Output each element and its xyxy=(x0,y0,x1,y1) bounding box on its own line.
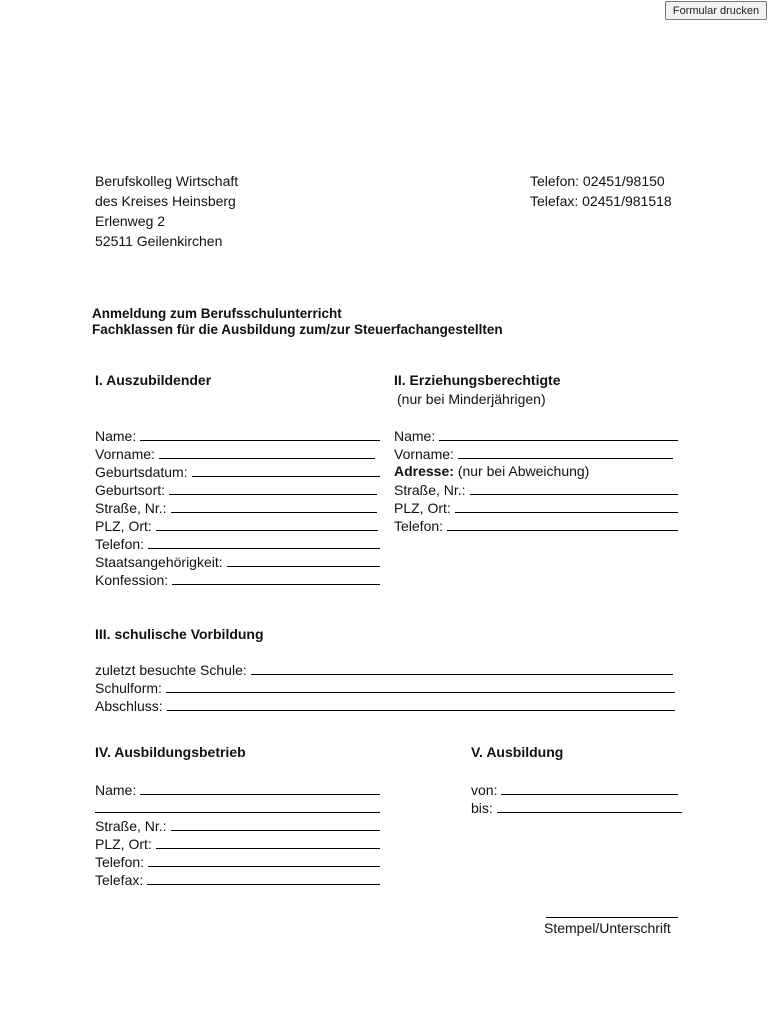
field-parent-telefon[interactable] xyxy=(394,517,678,535)
input-line[interactable] xyxy=(140,781,380,795)
school-address xyxy=(95,171,238,251)
field-ausbildung-bis[interactable] xyxy=(471,799,682,817)
section5-fields xyxy=(471,781,682,817)
input-line[interactable] xyxy=(497,799,682,813)
section5-heading: V. Ausbildung xyxy=(471,744,564,760)
section4-heading: IV. Ausbildungsbetrieb xyxy=(95,744,246,760)
field-azubi-staatsangehoerigkeit[interactable] xyxy=(95,553,380,571)
field-betrieb-name[interactable] xyxy=(95,781,380,799)
input-line[interactable] xyxy=(227,553,380,567)
field-schulform[interactable] xyxy=(95,679,675,697)
field-parent-strasse[interactable] xyxy=(394,481,678,499)
field-betrieb-telefax[interactable] xyxy=(95,871,380,889)
school-name-line2: des Kreises Heinsberg xyxy=(95,193,236,209)
field-azubi-geburtsort[interactable] xyxy=(95,481,380,499)
field-ausbildung-von[interactable] xyxy=(471,781,682,799)
input-line[interactable] xyxy=(147,871,380,885)
field-betrieb-name-2[interactable] xyxy=(95,799,380,817)
section2-subheading: (nur bei Minderjährigen) xyxy=(397,391,546,407)
input-line[interactable] xyxy=(167,697,675,711)
input-line[interactable] xyxy=(148,535,380,549)
field-azubi-name[interactable] xyxy=(95,427,380,445)
field-label: Geburtsort: xyxy=(95,482,166,498)
input-line[interactable] xyxy=(447,517,678,531)
field-azubi-konfession[interactable] xyxy=(95,571,380,589)
input-line[interactable] xyxy=(458,445,673,459)
school-street: Erlenweg 2 xyxy=(95,213,166,229)
input-line[interactable] xyxy=(95,799,380,813)
section1-fields xyxy=(95,427,380,589)
address-note: (nur bei Abweichung) xyxy=(457,463,590,479)
input-line[interactable] xyxy=(192,463,380,477)
field-abschluss[interactable] xyxy=(95,697,675,715)
field-label: Konfession: xyxy=(95,572,169,588)
school-fax: Telefax: 02451/981518 xyxy=(530,193,672,209)
input-line[interactable] xyxy=(156,835,380,849)
input-line[interactable] xyxy=(501,781,678,795)
address-label: Adresse: xyxy=(394,463,454,479)
field-label: zuletzt besuchte Schule: xyxy=(95,662,247,678)
input-line[interactable] xyxy=(439,427,678,441)
print-form-button[interactable]: Formular drucken xyxy=(665,1,767,20)
section3-fields xyxy=(95,661,675,715)
field-label: Telefon: xyxy=(394,518,444,534)
field-azubi-strasse[interactable] xyxy=(95,499,380,517)
field-betrieb-strasse[interactable] xyxy=(95,817,380,835)
input-line[interactable] xyxy=(172,571,380,585)
field-label: Geburtsdatum: xyxy=(95,464,188,480)
school-phone: Telefon: 02451/98150 xyxy=(530,173,665,189)
field-label: Telefax: xyxy=(95,872,144,888)
field-label: Straße, Nr.: xyxy=(95,500,167,516)
section2-heading: II. Erziehungsberechtigte xyxy=(394,372,561,388)
field-label: Straße, Nr.: xyxy=(394,482,466,498)
field-label: Abschluss: xyxy=(95,698,163,714)
input-line[interactable] xyxy=(166,679,675,693)
input-line[interactable] xyxy=(140,427,380,441)
input-line[interactable] xyxy=(171,817,380,831)
form-title-line2: Fachklassen für die Ausbildung zum/zur Steuerfachangestellten xyxy=(92,322,503,337)
field-parent-vorname[interactable] xyxy=(394,445,678,463)
field-parent-adresse xyxy=(394,463,678,481)
section4-fields xyxy=(95,781,380,889)
field-label: PLZ, Ort: xyxy=(95,518,152,534)
field-label: Vorname: xyxy=(394,446,454,462)
input-line[interactable] xyxy=(171,499,377,513)
school-city: 52511 Geilenkirchen xyxy=(95,233,223,249)
form-title-line1: Anmeldung zum Berufsschulunterricht xyxy=(92,306,342,321)
field-azubi-geburtsdatum[interactable] xyxy=(95,463,380,481)
input-line[interactable] xyxy=(156,517,378,531)
input-line[interactable] xyxy=(455,499,678,513)
input-line[interactable] xyxy=(470,481,678,495)
field-betrieb-plz[interactable] xyxy=(95,835,380,853)
signature-label: Stempel/Unterschrift xyxy=(544,920,671,936)
field-azubi-plz[interactable] xyxy=(95,517,380,535)
field-label: Telefon: xyxy=(95,854,145,870)
field-label: Schulform: xyxy=(95,680,162,696)
field-label: PLZ, Ort: xyxy=(394,500,451,516)
field-betrieb-telefon[interactable] xyxy=(95,853,380,871)
section3-heading: III. schulische Vorbildung xyxy=(95,626,264,642)
field-label: Name: xyxy=(394,428,436,444)
field-parent-plz[interactable] xyxy=(394,499,678,517)
field-parent-name[interactable] xyxy=(394,427,678,445)
field-label: Telefon: xyxy=(95,536,145,552)
field-label: von: xyxy=(471,782,498,798)
field-label: bis: xyxy=(471,800,493,816)
field-label: Staatsangehörigkeit: xyxy=(95,554,223,570)
form-title xyxy=(92,306,503,338)
signature-line[interactable] xyxy=(546,917,678,918)
section1-heading: I. Auszubildender xyxy=(95,372,212,388)
input-line[interactable] xyxy=(159,445,375,459)
school-contact xyxy=(530,171,672,211)
field-azubi-vorname[interactable] xyxy=(95,445,380,463)
field-label: Vorname: xyxy=(95,446,155,462)
field-label: Name: xyxy=(95,782,137,798)
field-label: Straße, Nr.: xyxy=(95,818,167,834)
field-zuletzt-besuchte-schule[interactable] xyxy=(95,661,675,679)
input-line[interactable] xyxy=(148,853,380,867)
school-name-line1: Berufskolleg Wirtschaft xyxy=(95,173,239,189)
field-label: PLZ, Ort: xyxy=(95,836,152,852)
section2-fields xyxy=(394,427,678,535)
input-line[interactable] xyxy=(169,481,377,495)
field-azubi-telefon[interactable] xyxy=(95,535,380,553)
field-label: Name: xyxy=(95,428,137,444)
input-line[interactable] xyxy=(251,661,673,675)
